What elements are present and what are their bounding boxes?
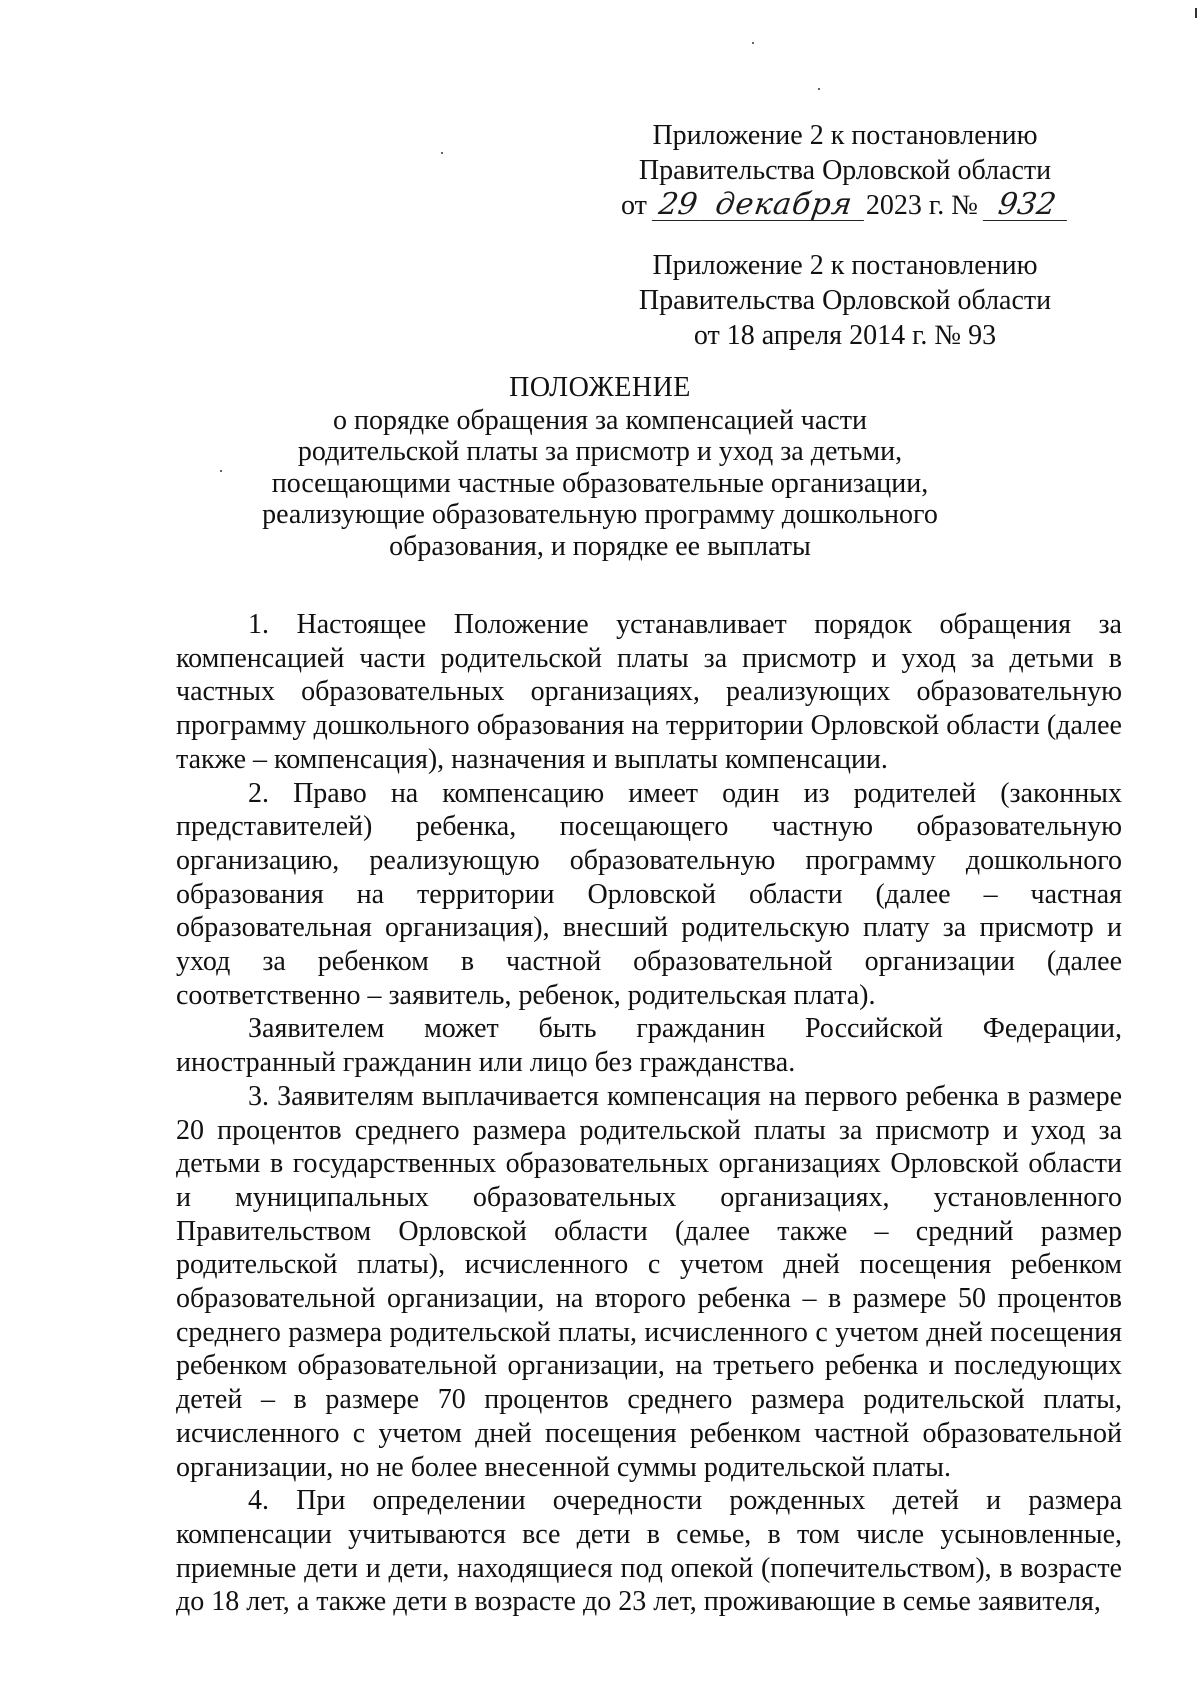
scan-speck [818, 88, 820, 90]
paragraph-1: 1. Настоящее Положение устанавливает порядок обращения за компенсацией части родительской платы за присмотр и уход за детьми в частных образовательных организациях, реализующих образовательную программу дошкольного образования на территории Орловской области (далее также – компенсация), назначения и выплаты компенсации. [176, 609, 1122, 775]
paragraph-2-continued: Заявителем может быть гражданин Российской Федерации, иностранный гражданин или лицо без гражданства. [176, 1013, 1122, 1079]
appendix-reference-new [610, 118, 1080, 223]
scan-speck [441, 152, 443, 154]
title-line: посещающими частные образовательные организации, [271, 467, 929, 499]
date-prefix: от [621, 190, 647, 221]
handwritten-month: декабря [700, 190, 868, 221]
appendix-line-1: Приложение 2 к постановлению [652, 120, 1038, 151]
scan-speck [220, 470, 222, 472]
scan-speck [752, 42, 754, 44]
handwritten-number: 932 [983, 190, 1071, 221]
document-body [176, 608, 1122, 1619]
title-line: образования, и порядке ее выплаты [389, 530, 811, 562]
date-year-text: 2023 г. № [865, 190, 978, 221]
appendix-old-line-2: Правительства Орловской области [638, 285, 1052, 316]
paragraph-2: 2. Право на компенсацию имеет один из родителей (законных представителей) ребенка, посещающего частную образовательную организацию, реализующую образовательную программу дошкольного образования на территории Орловской области (далее – частная образовательная организация), внесший родительскую плату за присмотр и уход за ребенком в частной образовательной организации (далее соответственно – заявитель, ребенок, родительская плата). [176, 777, 1122, 1011]
appendix-reference-original [610, 248, 1080, 353]
appendix-date-line [610, 188, 1080, 223]
document-title [200, 372, 1000, 562]
appendix-old-line-1: Приложение 2 к постановлению [652, 250, 1038, 281]
title-line: о порядке обращения за компенсацией части [333, 404, 867, 436]
scan-speck [1195, 8, 1197, 18]
paragraph-4: 4. При определении очередности рожденных детей и размера компенсации учитываются все дети в семье, в том числе усыновленные, приемные дети и дети, находящиеся под опекой (попечительством), в возрасте до 18 лет, а также дети в возрасте до 23 лет, проживающие в семье заявителя, [176, 1485, 1122, 1618]
title-heading: ПОЛОЖЕНИЕ [509, 372, 691, 403]
paragraph-3: 3. Заявителям выплачивается компенсация на первого ребенка в размере 20 процентов среднего размера родительской платы за присмотр и уход за детьми в государственных образовательных организациях Орловской области и муниципальных образовательных организациях, установленного Правительством Орловской области (далее также – средний размер родительской платы), исчисленного с учетом дней посещения ребенком образовательной организации, на второго ребенка – в размере 50 процентов среднего размера родительской платы, исчисленного с учетом дней посещения ребенком образовательной организации, на третьего ребенка и последующих детей – в размере 70 процентов среднего размера родительской платы, исчисленного с учетом дней посещения ребенком частной образовательной организации, но не более внесенной суммы родительской платы. [176, 1080, 1122, 1483]
title-line: реализующие образовательную программу дошкольного [262, 499, 938, 530]
handwritten-day: 29 [652, 190, 704, 221]
title-line: родительской платы за присмотр и уход за детьми, [297, 436, 903, 467]
appendix-line-2: Правительства Орловской области [638, 155, 1052, 186]
appendix-old-line-3: от 18 апреля 2014 г. № 93 [693, 320, 997, 351]
